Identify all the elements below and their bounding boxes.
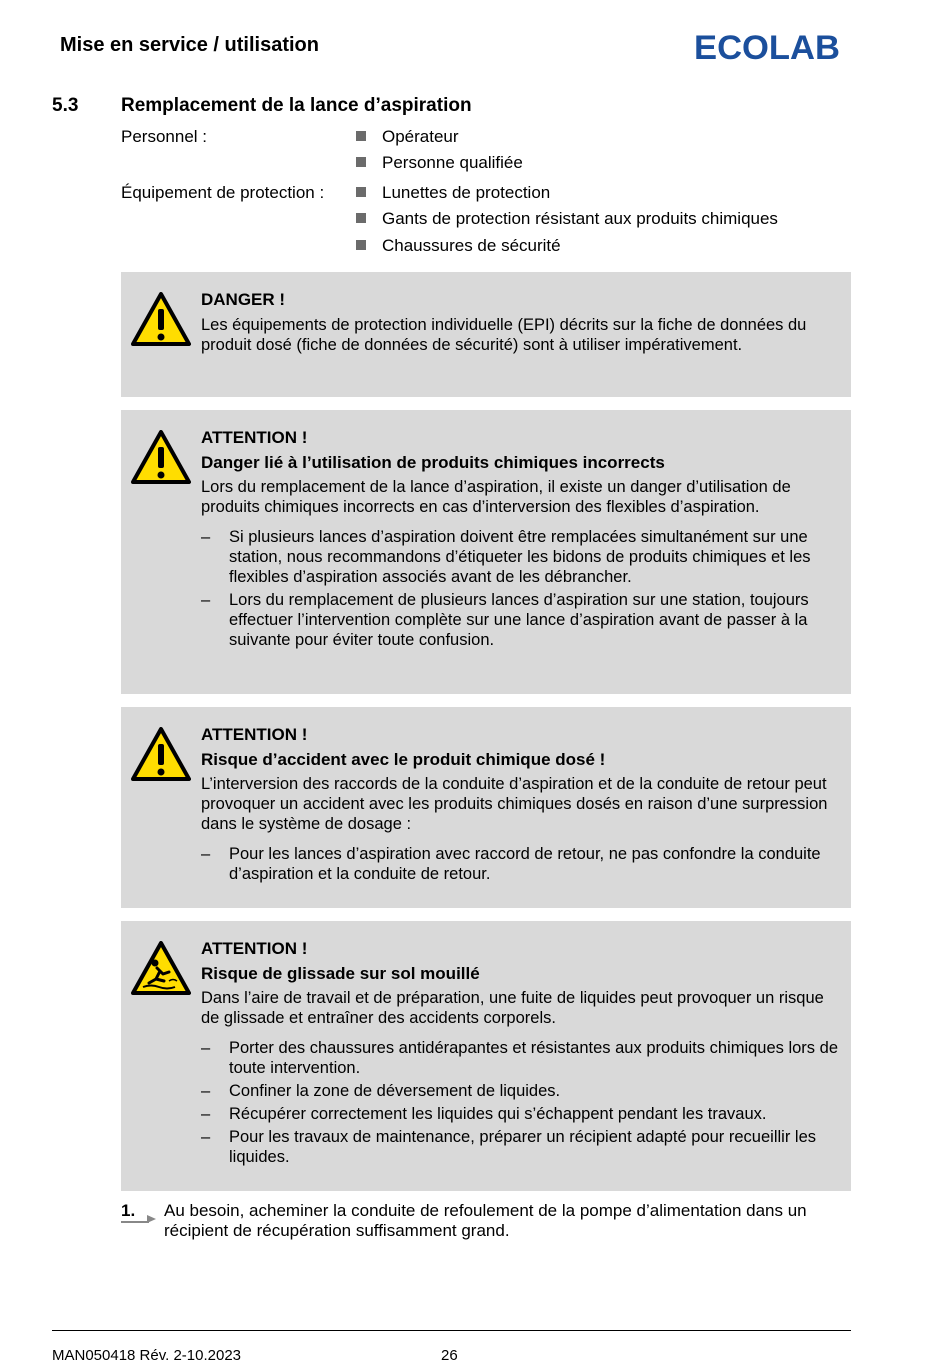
bullet-square-icon [356, 131, 366, 141]
list-item: – Récupérer correctement les liquides qui s’échappent pendant les travaux. [201, 1105, 767, 1123]
personnel-item: Opérateur [382, 127, 459, 146]
ecolab-logo [694, 28, 844, 64]
attention-content [201, 939, 839, 1170]
equipment-item: Chaussures de sécurité [382, 236, 561, 255]
warning-subtitle: Risque d’accident avec le produit chimique dosé ! [201, 750, 606, 769]
warning-triangle-icon [131, 292, 191, 346]
signal-word: ATTENTION ! [201, 725, 308, 744]
list-item: – Si plusieurs lances d’aspiration doivent être remplacées simultanément sur une station, nous recommandons d’étiqueter les bidons de produits chimiques et les flexibles d’aspiration associés avant de les débrancher. [201, 528, 811, 586]
footer-divider [52, 1330, 851, 1331]
warning-text: Lors du remplacement de la lance d’aspiration, il existe un danger d’utilisation de produits chimiques incorrects en cas d’interversion des flexibles d’aspiration. [201, 478, 791, 516]
signal-word: ATTENTION ! [201, 939, 308, 958]
bullet-square-icon [356, 157, 366, 167]
equipment-item: Gants de protection résistant aux produits chimiques [382, 209, 778, 228]
warning-triangle-icon [131, 727, 191, 781]
list-item: – Pour les lances d’aspiration avec raccord de retour, ne pas confondre la conduite d’aspiration et la conduite de retour. [201, 845, 821, 883]
personnel-item: Personne qualifiée [382, 153, 523, 172]
danger-content [201, 290, 839, 355]
warning-text: L’interversion des raccords de la conduite d’aspiration et de la conduite de retour peut provoquer un accident avec les produits chimiques dosés en raison d’une surpression dans le système de dosage : [201, 775, 828, 833]
warning-subtitle: Danger lié à l’utilisation de produits chimiques incorrects [201, 453, 665, 472]
step-text: Au besoin, acheminer la conduite de refoulement de la pompe d’alimentation dans un récipient de récupération suffisamment grand. [164, 1201, 807, 1240]
signal-word: ATTENTION ! [201, 428, 308, 447]
attention-content [201, 428, 839, 653]
list-item: – Pour les travaux de maintenance, préparer un récipient adapté pour recueillir les liquides. [201, 1128, 816, 1166]
attention-box-slippery [121, 921, 851, 1191]
footer-document-id: MAN050418 Rév. 2-10.2023 [52, 1347, 242, 1364]
attention-content [201, 725, 839, 887]
attention-box-chemicals [121, 410, 851, 694]
signal-word: DANGER ! [201, 290, 286, 309]
step-arrow-icon [121, 1212, 157, 1224]
page-header-title: Mise en service / utilisation [60, 34, 319, 56]
personnel-label: Personnel : [121, 127, 207, 146]
list-item: – Confiner la zone de déversement de liquides. [201, 1082, 561, 1100]
attention-box-accident [121, 707, 851, 908]
logo-text: ECOLAB [694, 29, 840, 64]
list-item: – Porter des chaussures antidérapantes et résistantes aux produits chimiques lors de toute intervention. [201, 1039, 838, 1077]
slippery-floor-icon [131, 941, 191, 995]
warning-triangle-icon [131, 430, 191, 484]
step-number: 1. [121, 1201, 136, 1220]
list-item: – Lors du remplacement de plusieurs lances d’aspiration sur une station, toujours effectuer l’intervention complète sur une lance d’aspiration avant de passer à la suivante pour éviter toute confusion. [201, 591, 809, 649]
section-title: Remplacement de la lance d’aspiration [121, 95, 472, 116]
bullet-square-icon [356, 240, 366, 250]
bullet-square-icon [356, 187, 366, 197]
warning-text: Les équipements de protection individuelle (EPI) décrits sur la fiche de données du produit dosé (fiche de données de sécurité) sont à utiliser impérativement. [201, 316, 807, 354]
equipment-item: Lunettes de protection [382, 183, 551, 202]
danger-box [121, 272, 851, 397]
bullet-square-icon [356, 213, 366, 223]
warning-subtitle: Risque de glissade sur sol mouillé [201, 964, 480, 983]
warning-text: Dans l’aire de travail et de préparation, une fuite de liquides peut provoquer un risque de glissade et entraîner des accidents corporels. [201, 989, 824, 1027]
section-number: 5.3 [52, 95, 79, 116]
equipment-label: Équipement de protection : [121, 183, 325, 202]
page-number: 26 [441, 1347, 458, 1364]
